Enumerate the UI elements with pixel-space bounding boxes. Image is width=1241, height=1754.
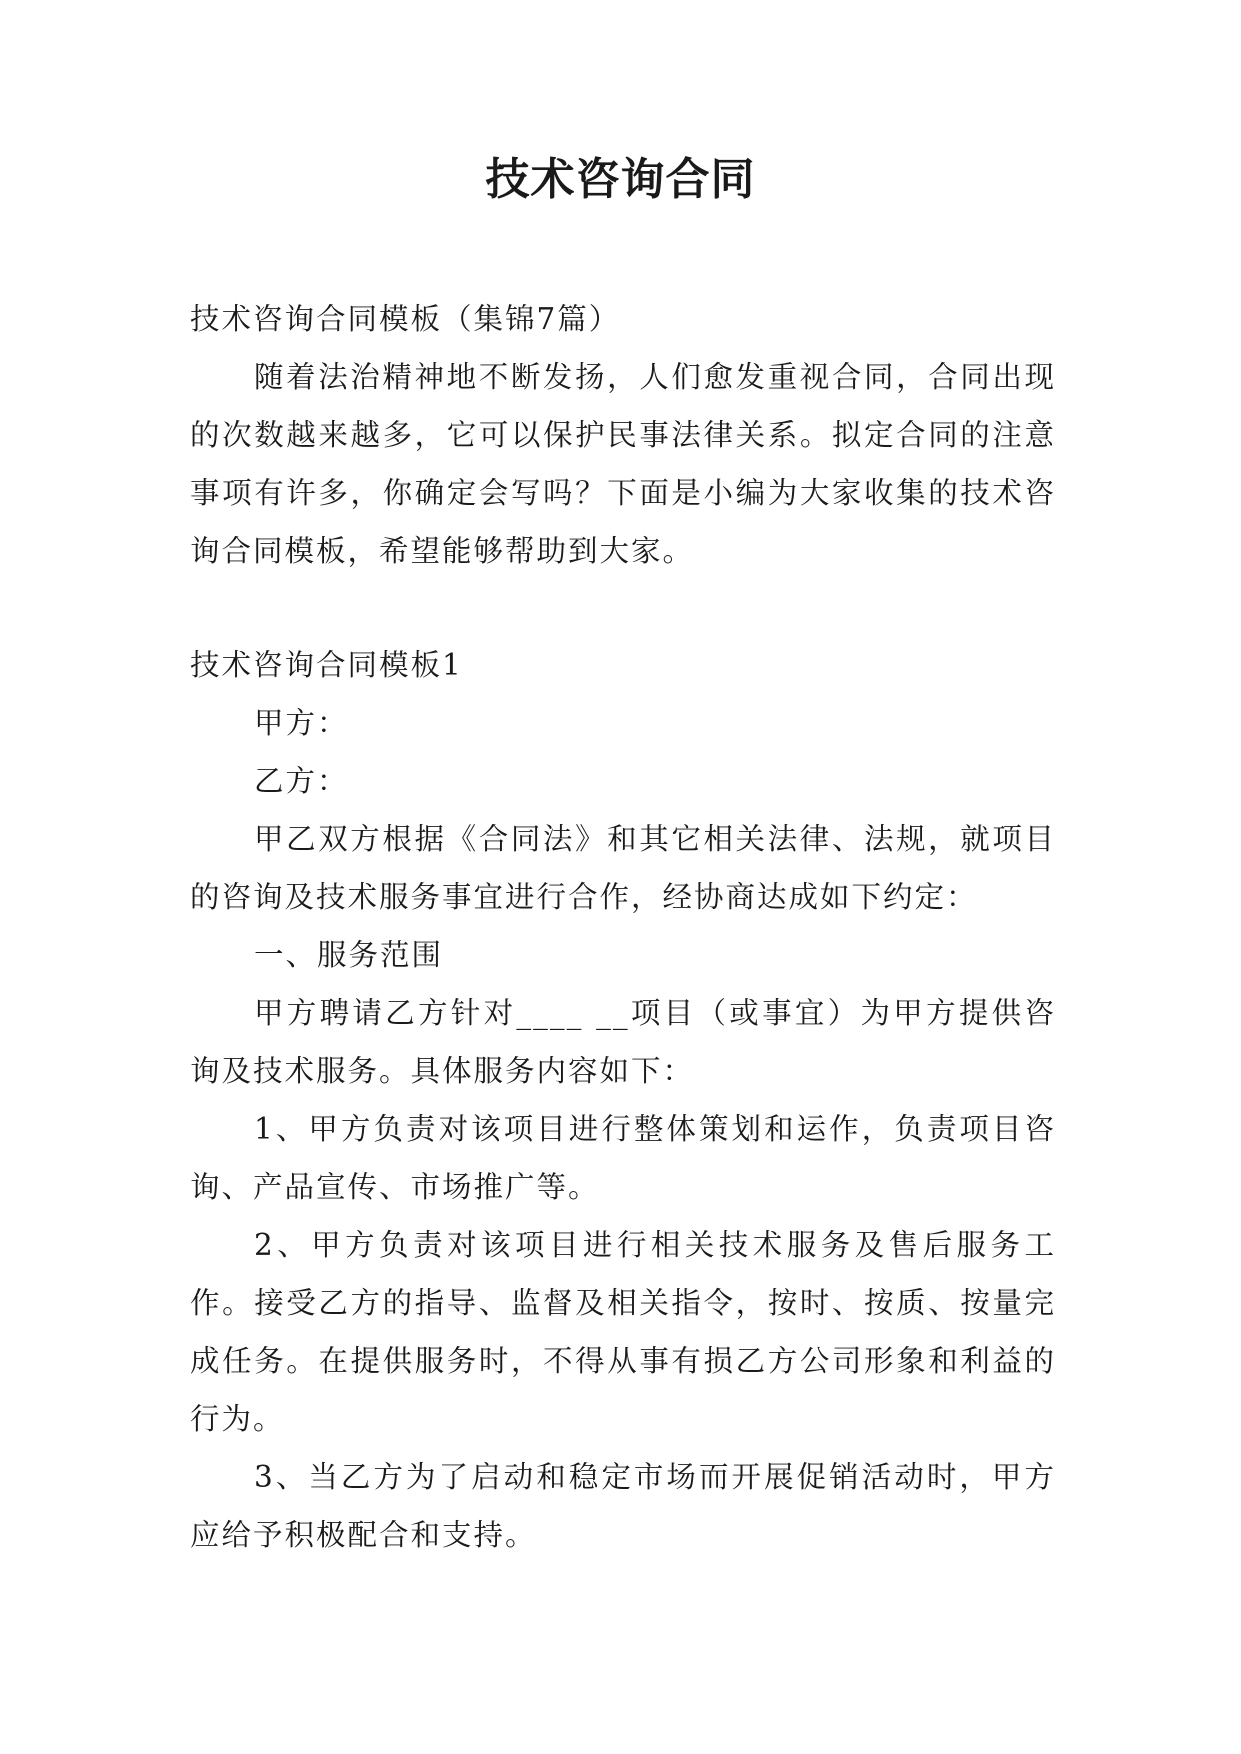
clause-3: 3、当乙方为了启动和稳定市场而开展促销活动时，甲方应给予积极配合和支持。	[190, 1460, 1056, 1552]
section-heading: 一、服务范围	[254, 938, 444, 972]
paragraph-spacer	[190, 580, 1056, 636]
intro-paragraph: 随着法治精神地不断发扬，人们愈发重视合同，合同出现的次数越来越多，它可以保护民事法律关系。拟定合同的注意事项有许多，你确定会写吗？下面是小编为大家收集的技术咨询合同模板，希望能够帮助到大家。	[190, 360, 1056, 568]
service-scope-paragraph: 甲方聘请乙方针对____ __项目（或事宜）为甲方提供咨询及技术服务。具体服务内容如下：	[190, 996, 1056, 1088]
party-b-line: 乙方：	[254, 764, 349, 798]
party-a-line: 甲方：	[254, 706, 349, 740]
clause-2: 2、甲方负责对该项目进行相关技术服务及售后服务工作。接受乙方的指导、监督及相关指令，按时、按质、按量完成任务。在提供服务时，不得从事有损乙方公司形象和利益的行为。	[190, 1228, 1056, 1436]
document-title: 技术咨询合同	[485, 154, 756, 205]
collection-heading: 技术咨询合同模板（集锦7篇）	[190, 302, 621, 336]
document-body	[190, 290, 1056, 1564]
template-heading: 技术咨询合同模板1	[190, 648, 463, 682]
clause-1: 1、甲方负责对该项目进行整体策划和运作，负责项目咨询、产品宣传、市场推广等。	[190, 1112, 1056, 1204]
agreement-preamble: 甲乙双方根据《合同法》和其它相关法律、法规，就项目的咨询及技术服务事宜进行合作，经协商达成如下约定：	[190, 822, 1056, 914]
